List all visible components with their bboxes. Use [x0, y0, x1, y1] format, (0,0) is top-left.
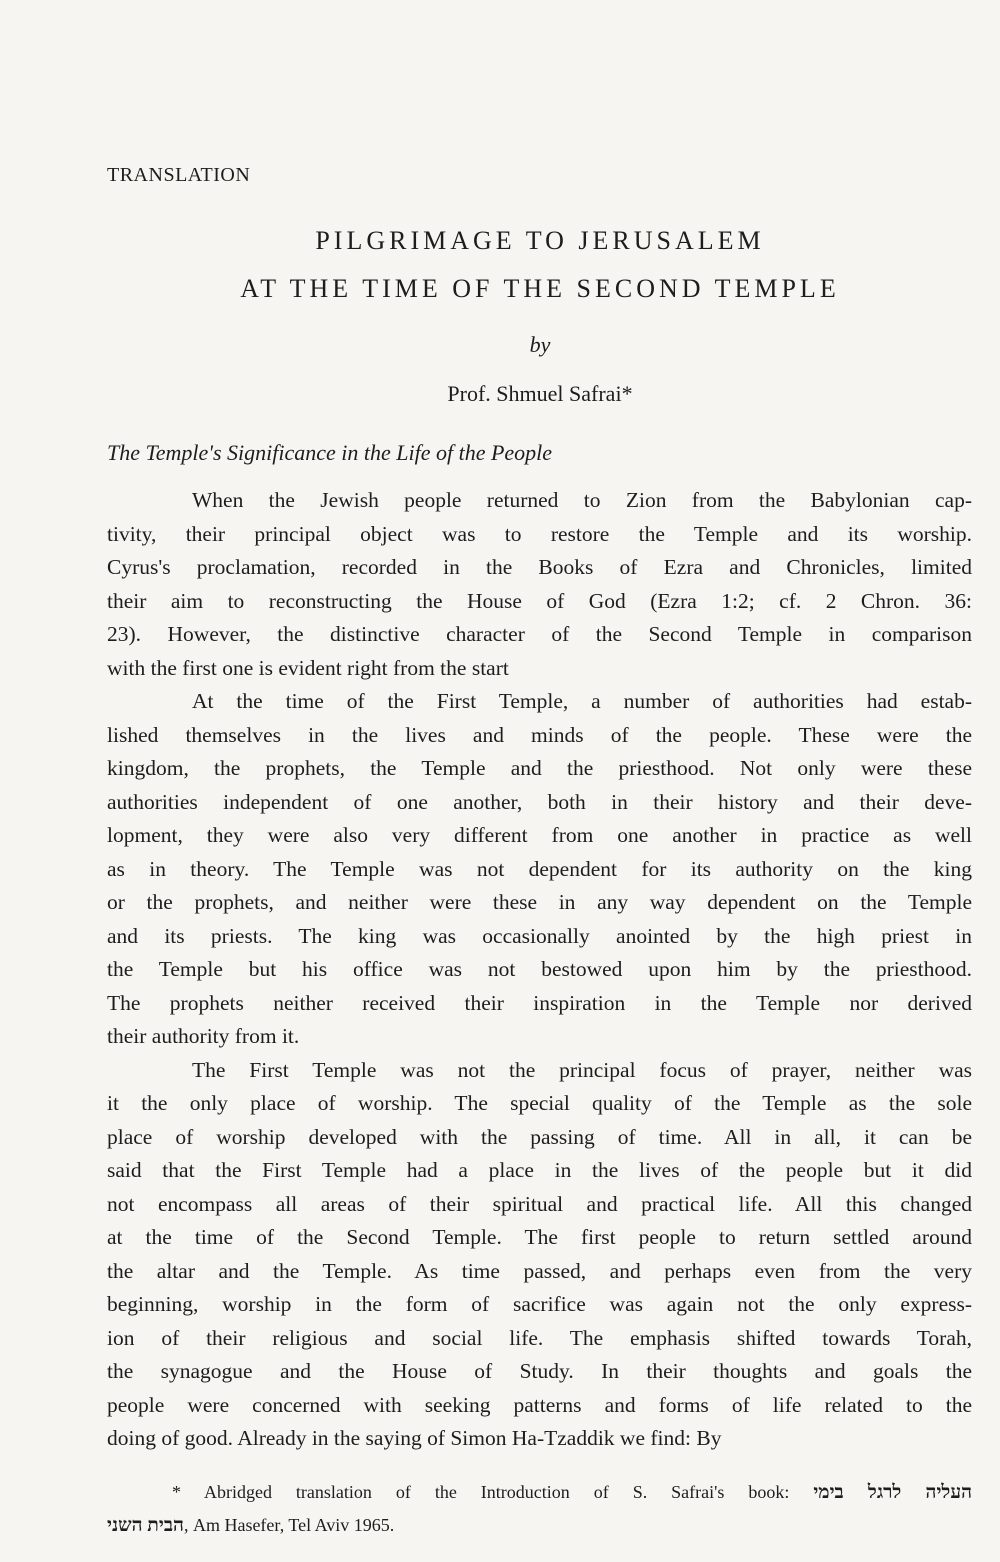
footnote-hebrew-title-cont: הבית השני	[107, 1515, 184, 1536]
text-line: doing of good. Already in the saying of Simon Ha-Tzaddik we find: By	[107, 1426, 722, 1450]
text-line: kingdom, the prophets, the Temple and the priesthood. Not only were these	[107, 756, 972, 780]
paragraph	[107, 1054, 972, 1456]
section-subheading: The Temple's Significance in the Life of the People	[107, 440, 553, 465]
paragraph	[107, 685, 972, 1054]
text-line: 23). However, the distinctive character of the Second Temple in comparison	[107, 622, 972, 646]
text-line: At the time of the First Temple, a number of authorities had estab-	[192, 689, 972, 713]
text-line: at the time of the Second Temple. The first people to return settled around	[107, 1225, 972, 1249]
text-line: place of worship developed with the passing of time. All in all, it can be	[107, 1124, 972, 1149]
text-line: not encompass all areas of their spiritual and practical life. All this changed	[107, 1191, 972, 1216]
text-line: or the prophets, and neither were these in any way dependent on the Temple	[107, 890, 972, 914]
section-label: TRANSLATION	[107, 164, 251, 186]
text-line: the synagogue and the House of Study. In their thoughts and goals the	[107, 1359, 972, 1383]
text-line: their authority from it.	[107, 1024, 300, 1048]
footnote-text: Abridged translation of the Introduction of S. Safrai's book:	[203, 1482, 790, 1502]
text-line: it the only place of worship. The special quality of the Temple as the sole	[107, 1091, 972, 1115]
text-line: and its priests. The king was occasionally anointed by the high priest in	[107, 923, 972, 948]
text-line: ion of their religious and social life. The emphasis shifted towards Torah,	[107, 1325, 972, 1350]
text-line: authorities independent of one another, both in their history and their deve-	[107, 789, 972, 814]
footnote	[107, 1476, 972, 1542]
text-line: beginning, worship in the form of sacrifice was again not the only express-	[107, 1292, 972, 1316]
article-body	[107, 484, 972, 1456]
text-line: with the first one is evident right from the start	[107, 655, 509, 680]
title-line-1: PILGRIMAGE TO JERUSALEM	[315, 226, 765, 255]
text-line: tivity, their principal object was to restore the Temple and its worship.	[107, 521, 972, 546]
text-line: said that the First Temple had a place in the lives of the people but it did	[107, 1158, 972, 1182]
text-line: people were concerned with seeking patterns and forms of life related to the	[107, 1392, 972, 1417]
footnote-line-2	[107, 1509, 972, 1542]
footnote-line-1	[107, 1476, 972, 1509]
text-line: lished themselves in the lives and minds of the people. These were the	[107, 722, 972, 747]
text-line: their aim to reconstructing the House of God (Ezra 1:2; cf. 2 Chron. 36:	[107, 588, 972, 613]
text-line: Cyrus's proclamation, recorded in the Books of Ezra and Chronicles, limited	[107, 555, 972, 579]
text-line: When the Jewish people returned to Zion from the Babylonian cap-	[192, 488, 972, 512]
text-line: the Temple but his office was not bestowed upon him by the priesthood.	[107, 957, 972, 981]
footnote-hebrew-title: העליה לרגל בימי	[813, 1482, 972, 1503]
title-line-2: AT THE TIME OF THE SECOND TEMPLE	[240, 274, 840, 303]
text-line: as in theory. The Temple was not dependent for its authority on the king	[107, 856, 972, 881]
footnote-marker: *	[172, 1482, 181, 1502]
byline: by	[529, 332, 551, 357]
text-line: The prophets neither received their inspiration in the Temple nor derived	[107, 990, 972, 1015]
text-line: The First Temple was not the principal focus of prayer, neither was	[192, 1057, 972, 1082]
text-line: lopment, they were also very different from one another in practice as well	[107, 823, 972, 847]
author-name: Prof. Shmuel Safrai*	[447, 381, 633, 406]
text-line: the altar and the Temple. As time passed, and perhaps even from the very	[107, 1258, 972, 1283]
footnote-publisher: , Am Hasefer, Tel Aviv 1965.	[183, 1515, 395, 1535]
paragraph	[107, 484, 972, 685]
